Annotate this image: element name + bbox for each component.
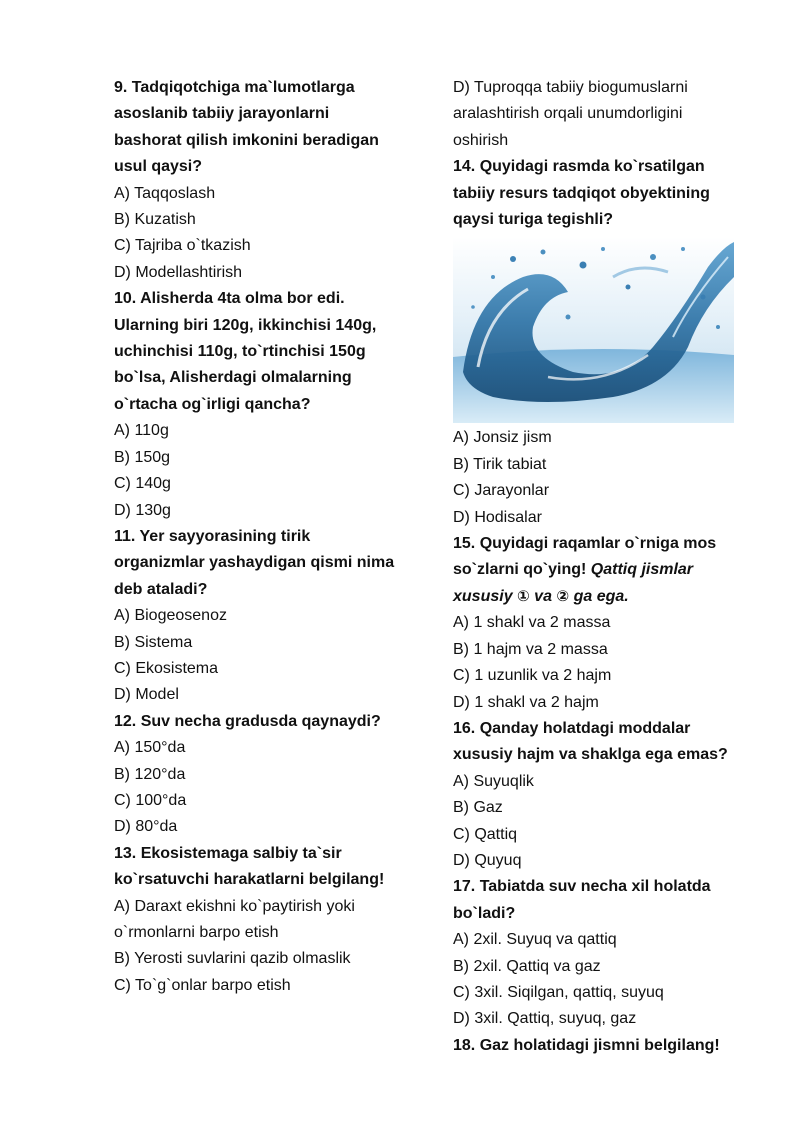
question-18	[453, 1033, 753, 1059]
question-text: bo`lsa, Alisherdagi olmalarning	[114, 369, 352, 387]
question-text: organizmlar yashaydigan qismi nima	[114, 554, 395, 572]
answer-option: C) 100°da	[114, 791, 187, 809]
question-text: 9. Tadqiqotchiga ma`lumotlarga	[114, 79, 355, 96]
question-text: 12. Suv necha gradusda qaynaydi?	[114, 712, 381, 730]
answer-option: A) Taqqoslash	[114, 184, 216, 202]
question-text: 16. Qanday holatdagi moddalar	[453, 719, 691, 737]
answer-option: C) Ekosistema	[114, 659, 219, 677]
answer-option: B) 120°da	[114, 765, 186, 783]
answer-option: D) 3xil. Qattiq, suyuq, gaz	[453, 1010, 637, 1028]
answer-option: A) 150°da	[114, 739, 186, 757]
question-text: bo`ladi?	[453, 904, 516, 922]
answer-option: A) 110g	[114, 422, 169, 440]
water-splash-image	[453, 237, 734, 423]
answer-option: C) To`g`onlar barpo etish	[114, 976, 291, 994]
answer-option: D) Modellashtirish	[114, 263, 243, 281]
answer-option: C) Tajriba o`tkazish	[114, 237, 251, 255]
question-text: 10. Alisherda 4ta olma bor edi.	[114, 290, 345, 308]
answer-option: C) 140g	[114, 475, 171, 493]
question-text: xususiy hajm va shaklga ega emas?	[453, 746, 728, 764]
question-text: bashorat qilish imkonini beradigan	[114, 131, 379, 149]
answer-option: B) Yerosti suvlarini qazib olmaslik	[114, 950, 351, 968]
question-text: 17. Tabiatda suv necha xil holatda	[453, 878, 711, 896]
question-text: deb ataladi?	[114, 580, 208, 598]
answer-option: B) 2xil. Qattiq va gaz	[453, 957, 601, 975]
question-text	[453, 584, 753, 610]
question-12	[114, 709, 414, 841]
question-text: 15. Quyidagi raqamlar o`rniga mos	[453, 535, 717, 553]
answer-option: D) 130g	[114, 501, 171, 519]
question-text: 14. Quyidagi rasmda ko`rsatilgan	[453, 158, 705, 176]
answer-option: B) Sistema	[114, 633, 193, 651]
answer-option: A) Suyuqlik	[453, 772, 534, 790]
answer-option: C) Jarayonlar	[453, 482, 550, 500]
answer-option: B) Tirik tabiat	[453, 455, 547, 473]
question-10	[114, 286, 414, 524]
question-13-continued	[453, 75, 753, 154]
question-text: usul qaysi?	[114, 158, 203, 176]
answer-option: oshirish	[453, 131, 509, 149]
question-text-part: xususiy	[453, 587, 518, 605]
answer-option: C) 3xil. Siqilgan, qattiq, suyuq	[453, 983, 664, 1001]
question-text-italic: Qattiq jismlar	[590, 561, 694, 579]
question-text: tabiiy resurs tadqiqot obyektining	[453, 184, 710, 202]
circled-two-icon: ②	[556, 587, 570, 605]
answer-option: A) Biogeosenoz	[114, 607, 227, 625]
question-15	[453, 531, 753, 716]
question-text: 11. Yer sayyorasining tirik	[114, 527, 311, 545]
question-text-part: va	[529, 587, 557, 605]
answer-option: C) 1 uzunlik va 2 hajm	[453, 667, 612, 685]
answer-option: D) Model	[114, 686, 179, 704]
question-text: Ularning biri 120g, ikkinchisi 140g,	[114, 316, 377, 334]
answer-option: B) 150g	[114, 448, 171, 466]
question-text: 18. Gaz holatidagi jismni belgilang!	[453, 1036, 720, 1054]
question-text: asoslanib tabiiy jarayonlarni	[114, 105, 330, 123]
answer-option: B) Gaz	[453, 799, 503, 817]
answer-option: A) 2xil. Suyuq va qattiq	[453, 931, 617, 949]
question-16	[453, 716, 753, 874]
question-9	[114, 75, 414, 286]
question-13	[114, 841, 414, 999]
answer-option: B) 1 hajm va 2 massa	[453, 640, 608, 658]
question-text: 13. Ekosistemaga salbiy ta`sir	[114, 844, 342, 862]
question-11	[114, 524, 414, 709]
answer-option: D) Tuproqqa tabiiy biogumuslarni	[453, 79, 688, 96]
answer-option: aralashtirish orqali unumdorligini	[453, 105, 683, 123]
answer-option: D) 80°da	[114, 818, 178, 836]
question-text: uchinchisi 110g, to`rtinchisi 150g	[114, 343, 366, 361]
answer-option: D) Hodisalar	[453, 508, 542, 526]
answer-option: o`rmonlarni barpo etish	[114, 924, 279, 941]
circled-one-icon: ①	[517, 587, 530, 605]
question-text	[453, 557, 753, 583]
answer-option: A) Jonsiz jism	[453, 429, 552, 447]
question-text-part: so`zlarni qo`ying!	[453, 561, 591, 579]
left-column	[114, 75, 414, 999]
question-text-part: ga ega.	[569, 587, 629, 605]
question-17	[453, 874, 753, 1032]
question-text: ko`rsatuvchi harakatlarni belgilang!	[114, 871, 385, 889]
question-text: qaysi turiga tegishli?	[453, 211, 614, 229]
answer-option: C) Qattiq	[453, 825, 518, 843]
right-column	[453, 75, 753, 1059]
answer-option: B) Kuzatish	[114, 211, 196, 229]
answer-option: A) 1 shakl va 2 massa	[453, 614, 611, 632]
answer-option: A) Daraxt ekishni ko`paytirish yoki	[114, 897, 355, 915]
question-14	[453, 154, 753, 531]
question-text: o`rtacha og`irligi qancha?	[114, 395, 311, 413]
answer-option: D) Quyuq	[453, 851, 522, 869]
answer-option: D) 1 shakl va 2 hajm	[453, 693, 599, 711]
